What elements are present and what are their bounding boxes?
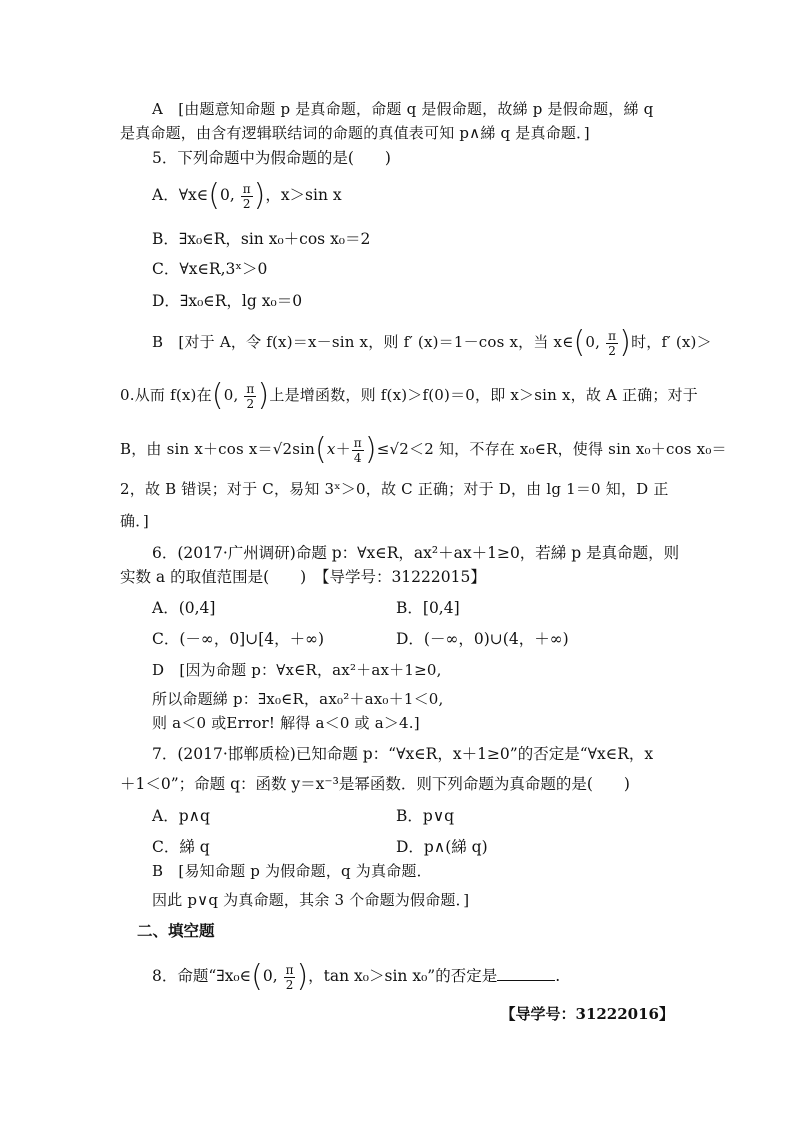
guide-number-footer: 【导学号：31222016】 <box>500 1005 674 1023</box>
question-8: 8．命题“∃x₀∈(0, $\frac{\pi}{2}$ )，tan x₀＞sin x₀”的否定是 . <box>152 959 561 994</box>
open-paren: ( <box>208 178 220 213</box>
question-5-option-d: D．∃x₀∈R，lg x₀＝0 <box>152 292 303 310</box>
answer-5-line-1: B [对于 A，令 f(x)＝x－sin x，则 f′ (x)＝1－cos x，当 x∈(0, $\frac{\pi}{2}$ )时，f′ (x)＞ <box>152 325 712 360</box>
question-6-option-c: C．(－∞，0]∪[4，＋∞) <box>152 630 325 648</box>
fraction-pi-over-4: $\frac{\pi}{4}$ <box>353 435 362 465</box>
fraction-pi-over-2: $\frac{\pi}{2}$ <box>608 328 617 358</box>
close-paren: ) <box>253 178 266 213</box>
question-7-option-a: A．p∧q <box>152 807 210 825</box>
answer-4-line-1: A [由题意知命题 p 是真命题，命题 q 是假命题，故綈 p 是假命题，綈 q <box>152 100 654 118</box>
answer-5-line-2: 0.从而 f(x)在(0, $\frac{\pi}{2}$ )上是增函数，则 f(x)＞f(0)＝0，即 x＞sin x，故 A 正确；对于 <box>120 378 698 413</box>
answer-5-line-3-prefix: B，由 sin x＋cos x＝√2sin <box>120 440 315 458</box>
answer-7-line-2: 因此 p∨q 为真命题，其余 3 个命题为假命题．] <box>152 891 470 909</box>
question-7-line-2: ＋1＜0”；命题 q：函数 y＝x⁻³是幂函数．则下列命题为真命题的是( ) <box>120 775 630 793</box>
question-7-option-c: C．綈 q <box>152 838 210 856</box>
question-5-stem: 5．下列命题中为假命题的是( ) <box>152 149 391 167</box>
question-6-option-d: D．(－∞，0)∪(4，＋∞) <box>396 630 569 648</box>
question-5-option-c: C．∀x∈R,3ˣ＞0 <box>152 260 268 278</box>
answer-7-line-1: B [易知命题 p 为假命题，q 为真命题． <box>152 862 432 880</box>
answer-4-line-2: 是真命题，由含有逻辑联结词的命题的真值表可知 p∧綈 q 是真命题．] <box>120 124 590 142</box>
answer-6-line-1: D [因为命题 p：∀x∈R，ax²＋ax＋1≥0, <box>152 661 442 679</box>
answer-5-line-2-prefix: 0.从而 f(x)在 <box>120 386 212 404</box>
question-6-option-a: A．(0,4] <box>152 599 216 617</box>
answer-5-line-5: 确．] <box>120 512 149 530</box>
answer-5-line-4: 2，故 B 错误；对于 C，易知 3ˣ＞0，故 C 正确；对于 D，由 lg 1＝0 知，D 正 <box>120 480 669 498</box>
option-a-prefix: A．∀x∈ <box>152 186 209 204</box>
question-8-prefix: 8．命题“∃x₀∈ <box>152 967 252 985</box>
fraction-pi-over-2: $\frac{\pi}{2}$ <box>246 381 255 411</box>
fraction-pi-over-2: $\frac{\pi}{2}$ <box>242 181 251 211</box>
answer-5-line-3-suffix: ≤√2＜2 知，不存在 x₀∈R，使得 sin x₀＋cos x₀＝ <box>376 440 727 458</box>
question-6-line-1: 6．(2017·广州调研)命题 p：∀x∈R，ax²＋ax＋1≥0，若綈 p 是真命题，则 <box>152 544 680 562</box>
question-5-option-b: B．∃x₀∈R，sin x₀＋cos x₀＝2 <box>152 230 371 248</box>
option-a-suffix: ，x＞sin x <box>265 186 342 204</box>
section-heading-fill-in: 二、填空题 <box>137 921 215 940</box>
answer-5-line-2-suffix: 上是增函数，则 f(x)＞f(0)＝0，即 x＞sin x，故 A 正确；对于 <box>269 386 698 404</box>
question-7-option-d: D．p∧(綈 q) <box>396 838 488 856</box>
question-8-end: . <box>555 967 561 985</box>
question-7-line-1: 7．(2017·邯郸质检)已知命题 p：“∀x∈R，x＋1≥0”的否定是“∀x∈R，x <box>152 745 654 763</box>
fraction-pi-over-2: $\frac{\pi}{2}$ <box>285 962 294 992</box>
answer-5-line-3: B，由 sin x＋cos x＝√2sin(x＋ $\frac{\pi}{4}$ )≤√2＜2 知，不存在 x₀∈R，使得 sin x₀＋cos x₀＝ <box>120 432 727 467</box>
question-8-suffix: ，tan x₀＞sin x₀”的否定是 <box>308 967 498 985</box>
answer-6-line-3: 则 a＜0 或Error! 解得 a＜0 或 a＞4.] <box>152 714 420 732</box>
question-5-option-a: A．∀x∈(0, $\frac{\pi}{2}$ )，x＞sin x <box>152 178 342 213</box>
answer-5-line-1-prefix: B [对于 A，令 f(x)＝x－sin x，则 f′ (x)＝1－cos x，当 x∈ <box>152 333 574 351</box>
question-6-option-b: B．[0,4] <box>396 599 460 617</box>
question-6-line-2: 实数 a 的取值范围是( ) 【导学号：31222015】 <box>120 568 486 586</box>
answer-blank <box>497 966 555 981</box>
answer-6-line-2: 所以命题綈 p：∃x₀∈R，ax₀²＋ax₀＋1＜0, <box>152 690 444 708</box>
question-7-option-b: B．p∨q <box>396 807 455 825</box>
answer-5-line-1-suffix: 时，f′ (x)＞ <box>631 333 712 351</box>
